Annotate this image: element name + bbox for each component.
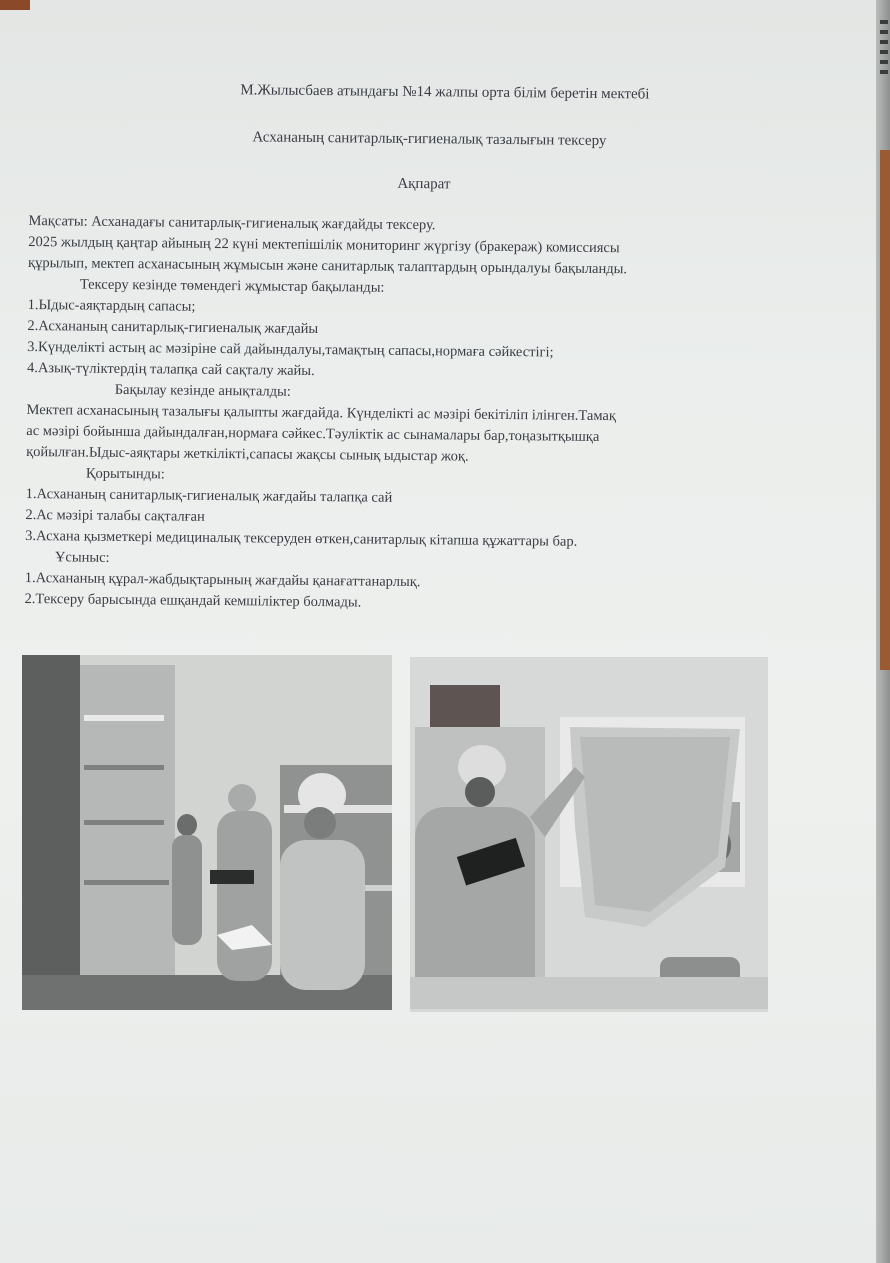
body-line: құрылып, мектеп асханасының жұмысын және санитарлық талаптардың орындалуы бақыланды. [27,254,628,278]
section-heading: Қорытынды: [85,465,165,483]
list-item: 2.Асхананың санитарлық-гигиеналық жағдайы [27,317,319,338]
kitchen-photo-drawing [22,655,392,1010]
list-item: 3.Асхана қызметкері медициналық тексеруден өткен,санитарлық кітапша құжаттары бар. [25,527,578,550]
body-line: 2025 жылдың қаңтар айының 22 күні мектепішілік мониторинг жүргізу (бракераж) комиссиясы [28,233,620,257]
body-line: Мектеп асханасының тазалығы қалыпты жағдайда. Күнделікті ас мәзірі бекітіліп ілінген.Тамақ [26,401,617,425]
photo-inspection-cloth-cabinet [410,657,768,1012]
body-line: қойылған.Ыдыс-аяқтары жеткілікті,сапасы жақсы сынық ыдыстар жоқ. [26,443,469,465]
section-heading: Ұсыныс: [54,549,110,566]
list-item: 2.Тексеру барысында ешқандай кемшіліктер болмады. [24,590,362,611]
list-item: 1.Асхананың құрал-жабдықтарының жағдайы қанағаттанарлық. [24,569,421,591]
list-item: 3.Күнделікті астың ас мәзіріне сай дайындалуы,тамақтың сапасы,нормаға сәйкестігі; [27,338,554,361]
background-corner [0,0,30,10]
body-line: Мақсаты: Асханадағы санитарлық-гигиеналық жағдайды тексеру. [28,212,436,234]
photo-row [22,655,768,1015]
binder-marks [878,20,890,90]
list-item: 4.Азық-түліктердің талапқа сай сақталу жайы. [26,359,315,379]
list-item: 2.Ас мәзірі талабы сақталған [25,506,205,525]
body-line: Тексеру кезінде төмендегі жұмыстар бақыланды: [79,276,385,296]
document-type: Ақпарат [397,175,451,193]
body-line: ас мәзірі бойынша дайындалған,нормаға сәйкес.Тәуліктік ас сынамалары бар,тоңазытқышқа [26,422,600,445]
school-title: М.Жылысбаев атындағы №14 жалпы орта білім беретін мектебі [240,82,650,103]
document-text [24,80,820,618]
cabinet-photo-drawing [410,657,768,1009]
photo-inspection-kitchen-shelves [22,655,392,1010]
document-subject: Асхананың санитарлық-гигиеналық тазалығын тексеру [252,129,607,150]
list-item: 1.Ыдыс-аяқтардың сапасы; [27,296,196,315]
document-body [24,211,818,618]
background-wood-edge [880,150,890,670]
section-heading: Бақылау кезінде анықталды: [114,381,291,400]
list-item: 1.Асхананың санитарлық-гигиеналық жағдайы талапқа сай [25,485,393,506]
